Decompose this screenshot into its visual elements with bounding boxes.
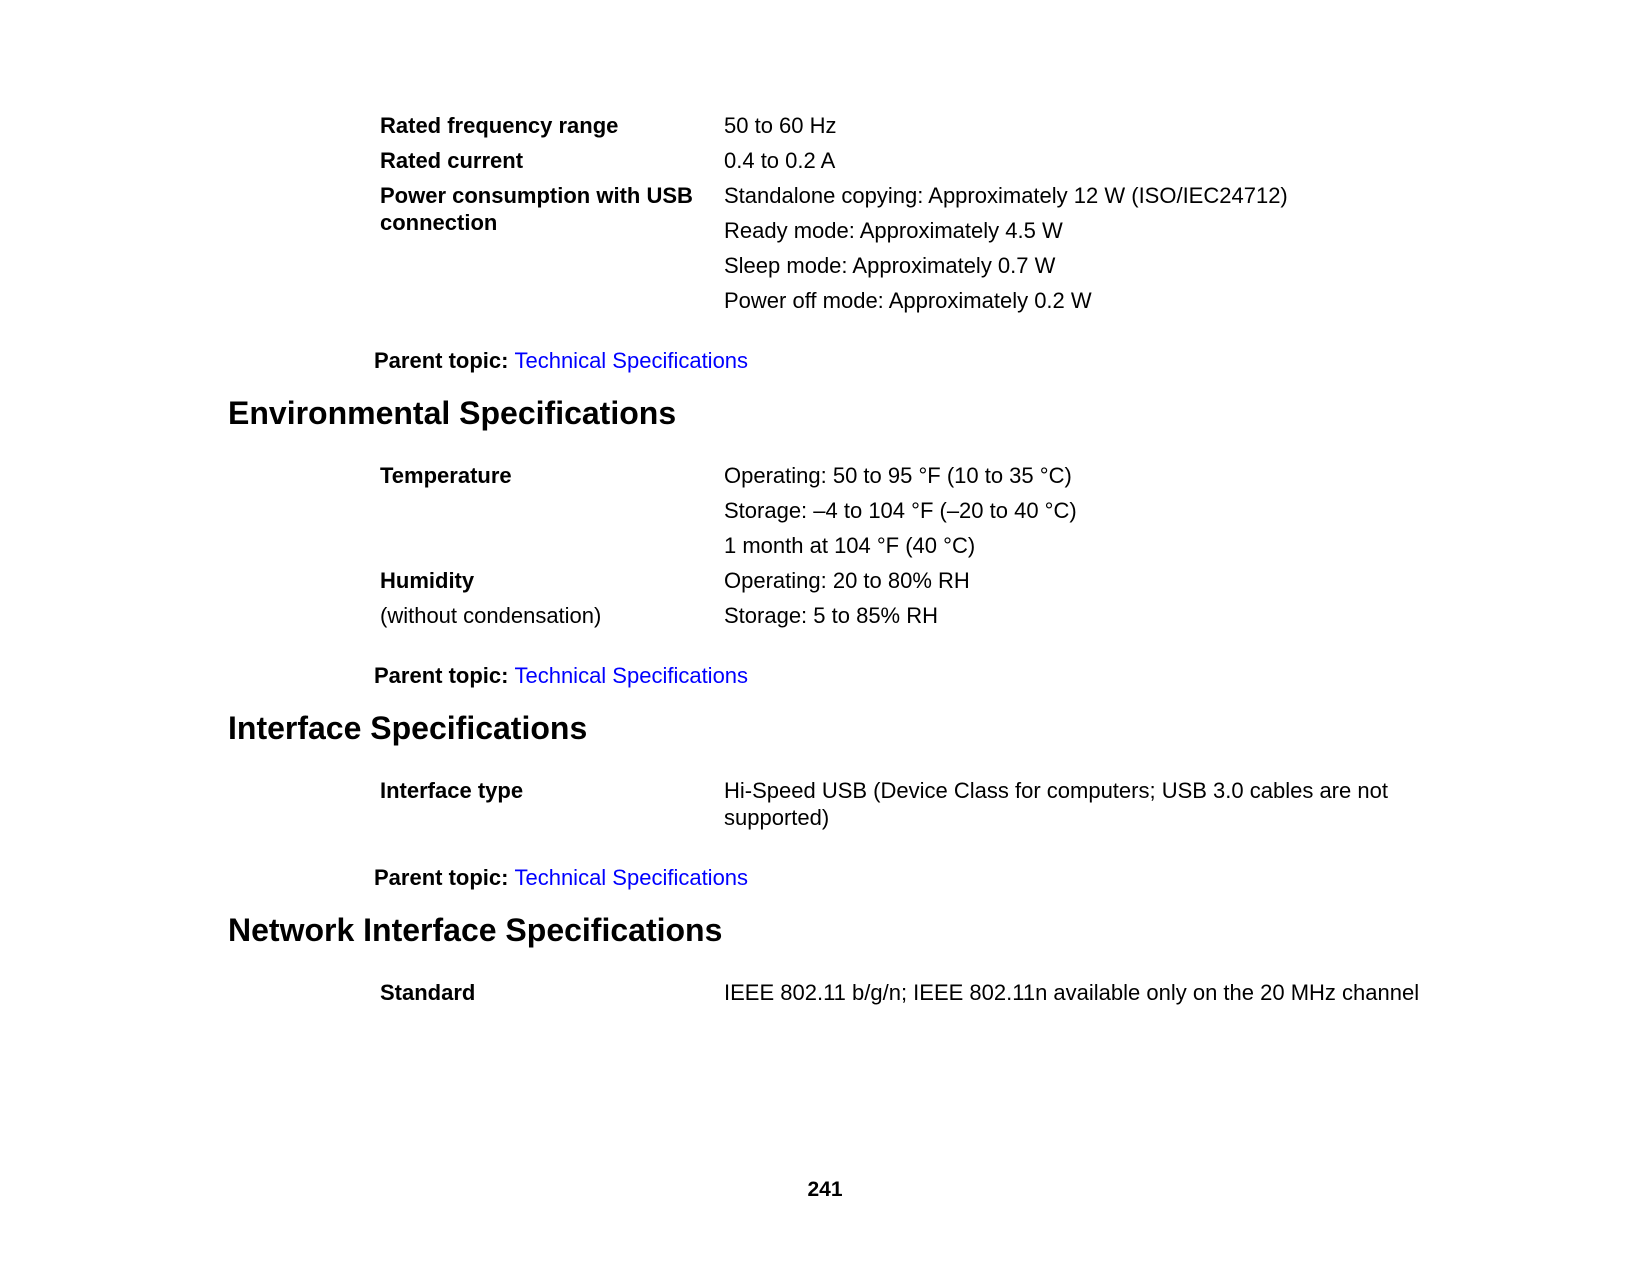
interface-spec-table (380, 777, 1650, 839)
spec-value: Sleep mode: Approximately 0.7 W (724, 253, 1056, 278)
parent-topic-label: Parent topic: (374, 663, 509, 688)
spec-row-rated-current (380, 147, 1650, 182)
spec-row-temperature (380, 462, 1650, 567)
section-heading-network-interface: Network Interface Specifications (228, 912, 723, 948)
spec-value: Storage: –4 to 104 °F (–20 to 40 °C) (724, 498, 1077, 523)
spec-value: Standalone copying: Approximately 12 W (ISO/IEC24712) (724, 183, 1288, 208)
environmental-spec-table (380, 462, 1650, 637)
spec-value: Operating: 20 to 80% RH (724, 568, 970, 593)
parent-topic-label: Parent topic: (374, 348, 509, 373)
parent-topic (374, 637, 1650, 689)
spec-value: 1 month at 104 °F (40 °C) (724, 533, 976, 558)
page-number: 241 (807, 1178, 843, 1201)
parent-topic-link[interactable]: Technical Specifications (514, 663, 749, 688)
spec-row-rated-frequency (380, 112, 1650, 147)
spec-label: Standard (380, 980, 476, 1005)
network-spec-table (380, 979, 1650, 1014)
spec-label: Rated current (380, 148, 524, 173)
spec-label: Interface type (380, 778, 524, 803)
spec-row-power-consumption (380, 182, 1650, 322)
spec-sublabel: (without condensation) (380, 603, 602, 628)
spec-row-humidity (380, 567, 1650, 637)
parent-topic (374, 322, 1650, 374)
spec-value: Ready mode: Approximately 4.5 W (724, 218, 1063, 243)
spec-value: Operating: 50 to 95 °F (10 to 35 °C) (724, 463, 1072, 488)
parent-topic-link[interactable]: Technical Specifications (514, 865, 749, 890)
parent-topic (374, 839, 1650, 891)
section-heading-interface: Interface Specifications (228, 710, 588, 746)
parent-topic-link[interactable]: Technical Specifications (514, 348, 749, 373)
spec-value: Storage: 5 to 85% RH (724, 603, 939, 628)
spec-value: Hi-Speed USB (Device Class for computers; USB 3.0 cables are not supported) (724, 778, 1388, 830)
spec-value: IEEE 802.11 b/g/n; IEEE 802.11n available only on the 20 MHz channel (724, 980, 1420, 1005)
power-spec-table (380, 112, 1650, 322)
spec-label: Rated frequency range (380, 113, 619, 138)
spec-value: Power off mode: Approximately 0.2 W (724, 288, 1092, 313)
spec-label: Temperature (380, 463, 512, 488)
section-heading-environmental: Environmental Specifications (228, 395, 677, 431)
spec-label: Humidity (380, 568, 475, 593)
spec-row-standard (380, 979, 1650, 1014)
spec-label: Power consumption with USB connection (380, 183, 693, 235)
parent-topic-label: Parent topic: (374, 865, 509, 890)
spec-value: 50 to 60 Hz (724, 113, 837, 138)
spec-value: 0.4 to 0.2 A (724, 148, 836, 173)
spec-row-interface-type (380, 777, 1650, 839)
